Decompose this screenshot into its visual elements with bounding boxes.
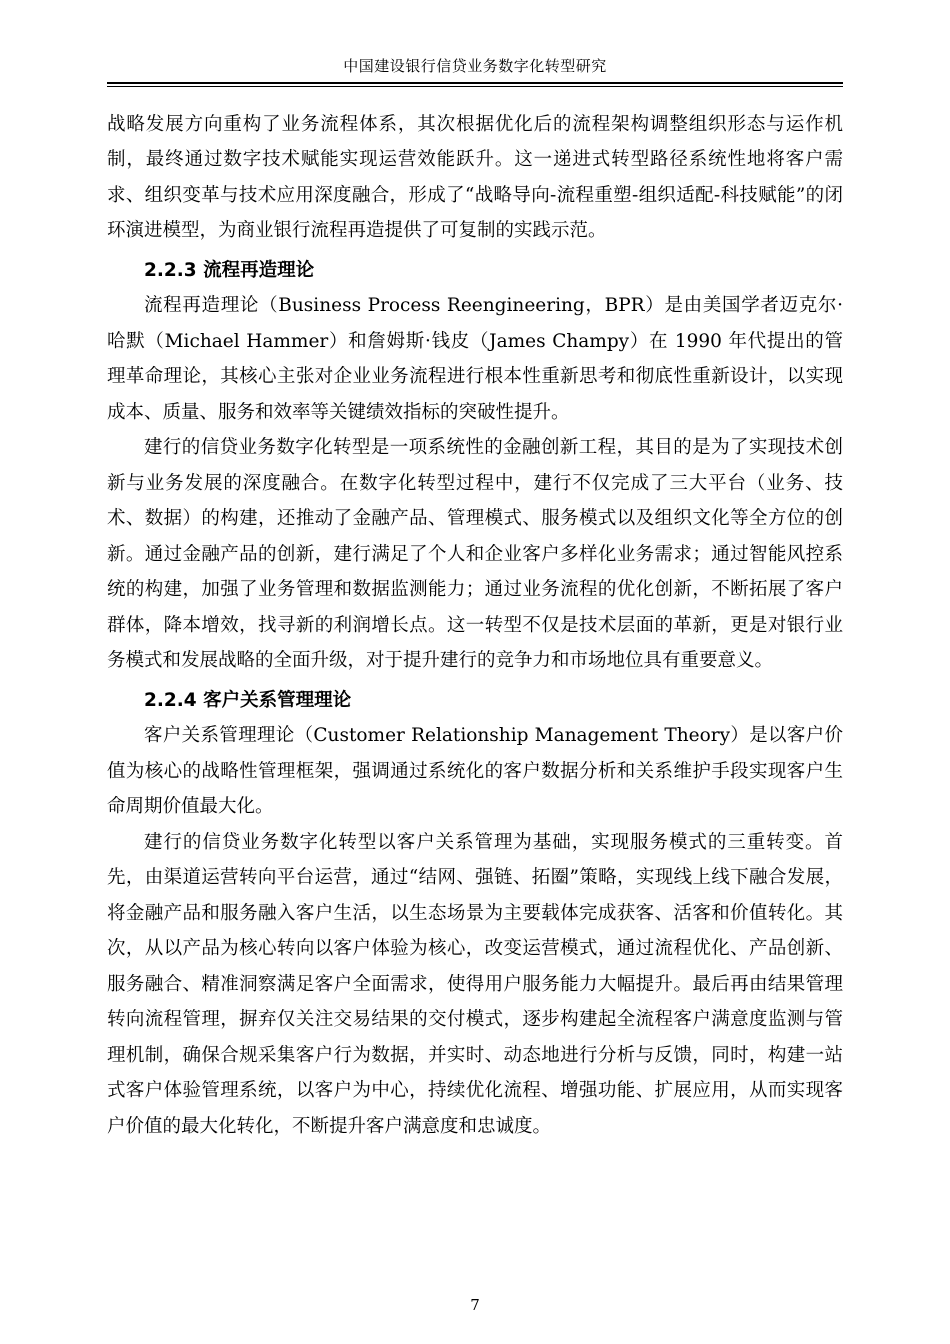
page-footer (0, 1296, 950, 1314)
section-heading-2-2-4: 2.2.4 客户关系管理理论 (144, 689, 352, 711)
body-text (107, 107, 843, 1145)
header-rule-thick (107, 82, 843, 84)
running-header-title: 中国建设银行信贷业务数字化转型研究 (343, 57, 607, 75)
paragraph-ccb-digital-transformation: 建行的信贷业务数字化转型是一项系统性的金融创新工程，其目的是为了实现技术创新与业务发展的深度融合。在数字化转型过程中，建行不仅完成了三大平台（业务、技术、数据）的构建，还推动了金融产品、管理模式、服务模式以及组织文化等全方位的创新。通过金融产品的创新，建行满足了个人和企业客户多样化业务需求；通过智能风控系统的构建，加强了业务管理和数据监测能力；通过业务流程的优化创新，不断拓展了客户群体，降本增效，找寻新的利润增长点。这一转型不仅是技术层面的革新，更是对银行业务模式和发展战略的全面升级，对于提升建行的竞争力和市场地位具有重要意义。 (107, 437, 843, 672)
page-number: 7 (470, 1296, 480, 1314)
section-heading-2-2-3: 2.2.3 流程再造理论 (144, 259, 315, 281)
page-content (107, 55, 843, 1284)
paragraph-continued: 战略发展方向重构了业务流程体系，其次根据优化后的流程架构调整组织形态与运作机制，最终通过数字技术赋能实现运营效能跃升。这一递进式转型路径系统性地将客户需求、组织变革与技术应用深度融合，形成了“战略导向-流程重塑-组织适配-科技赋能”的闭环演进模型，为商业银行流程再造提供了可复制的实践示范。 (107, 113, 844, 242)
paragraph-bpr-definition: 流程再造理论（Business Process Reengineering，BPR）是由美国学者迈克尔·哈默（Michael Hammer）和詹姆斯·钱皮（James Champy）在 1990 年代提出的管理革命理论，其核心主张对企业业务流程进行根本性重新思考和彻底性重新设计，以实现成本、质量、服务和效率等关键绩效指标的突破性提升。 (107, 295, 843, 423)
paragraph-crm-definition: 客户关系管理理论（Customer Relationship Management Theory）是以客户价值为核心的战略性管理框架，强调通过系统化的客户数据分析和关系维护手段实现客户生命周期价值最大化。 (107, 725, 843, 818)
header-rule-thin (107, 86, 843, 87)
running-header (107, 55, 843, 82)
paragraph-crm-practice: 建行的信贷业务数字化转型以客户关系管理为基础，实现服务模式的三重转变。首先，由渠道运营转向平台运营，通过“结网、强链、拓圈”策略，实现线上线下融合发展，将金融产品和服务融入客户生活，以生态场景为主要载体完成获客、活客和价值转化。其次，从以产品为核心转向以客户体验为核心，改变运营模式，通过流程优化、产品创新、服务融合、精准洞察满足客户全面需求，使得用户服务能力大幅提升。最后再由结果管理转向流程管理，摒弃仅关注交易结果的交付模式，逐步构建起全流程客户满意度监测与管理机制，确保合规采集客户行为数据，并实时、动态地进行分析与反馈，同时，构建一站式客户体验管理系统，以客户为中心，持续优化流程、增强功能、扩展应用，从而实现客户价值的最大化转化，不断提升客户满意度和忠诚度。 (107, 831, 843, 1137)
